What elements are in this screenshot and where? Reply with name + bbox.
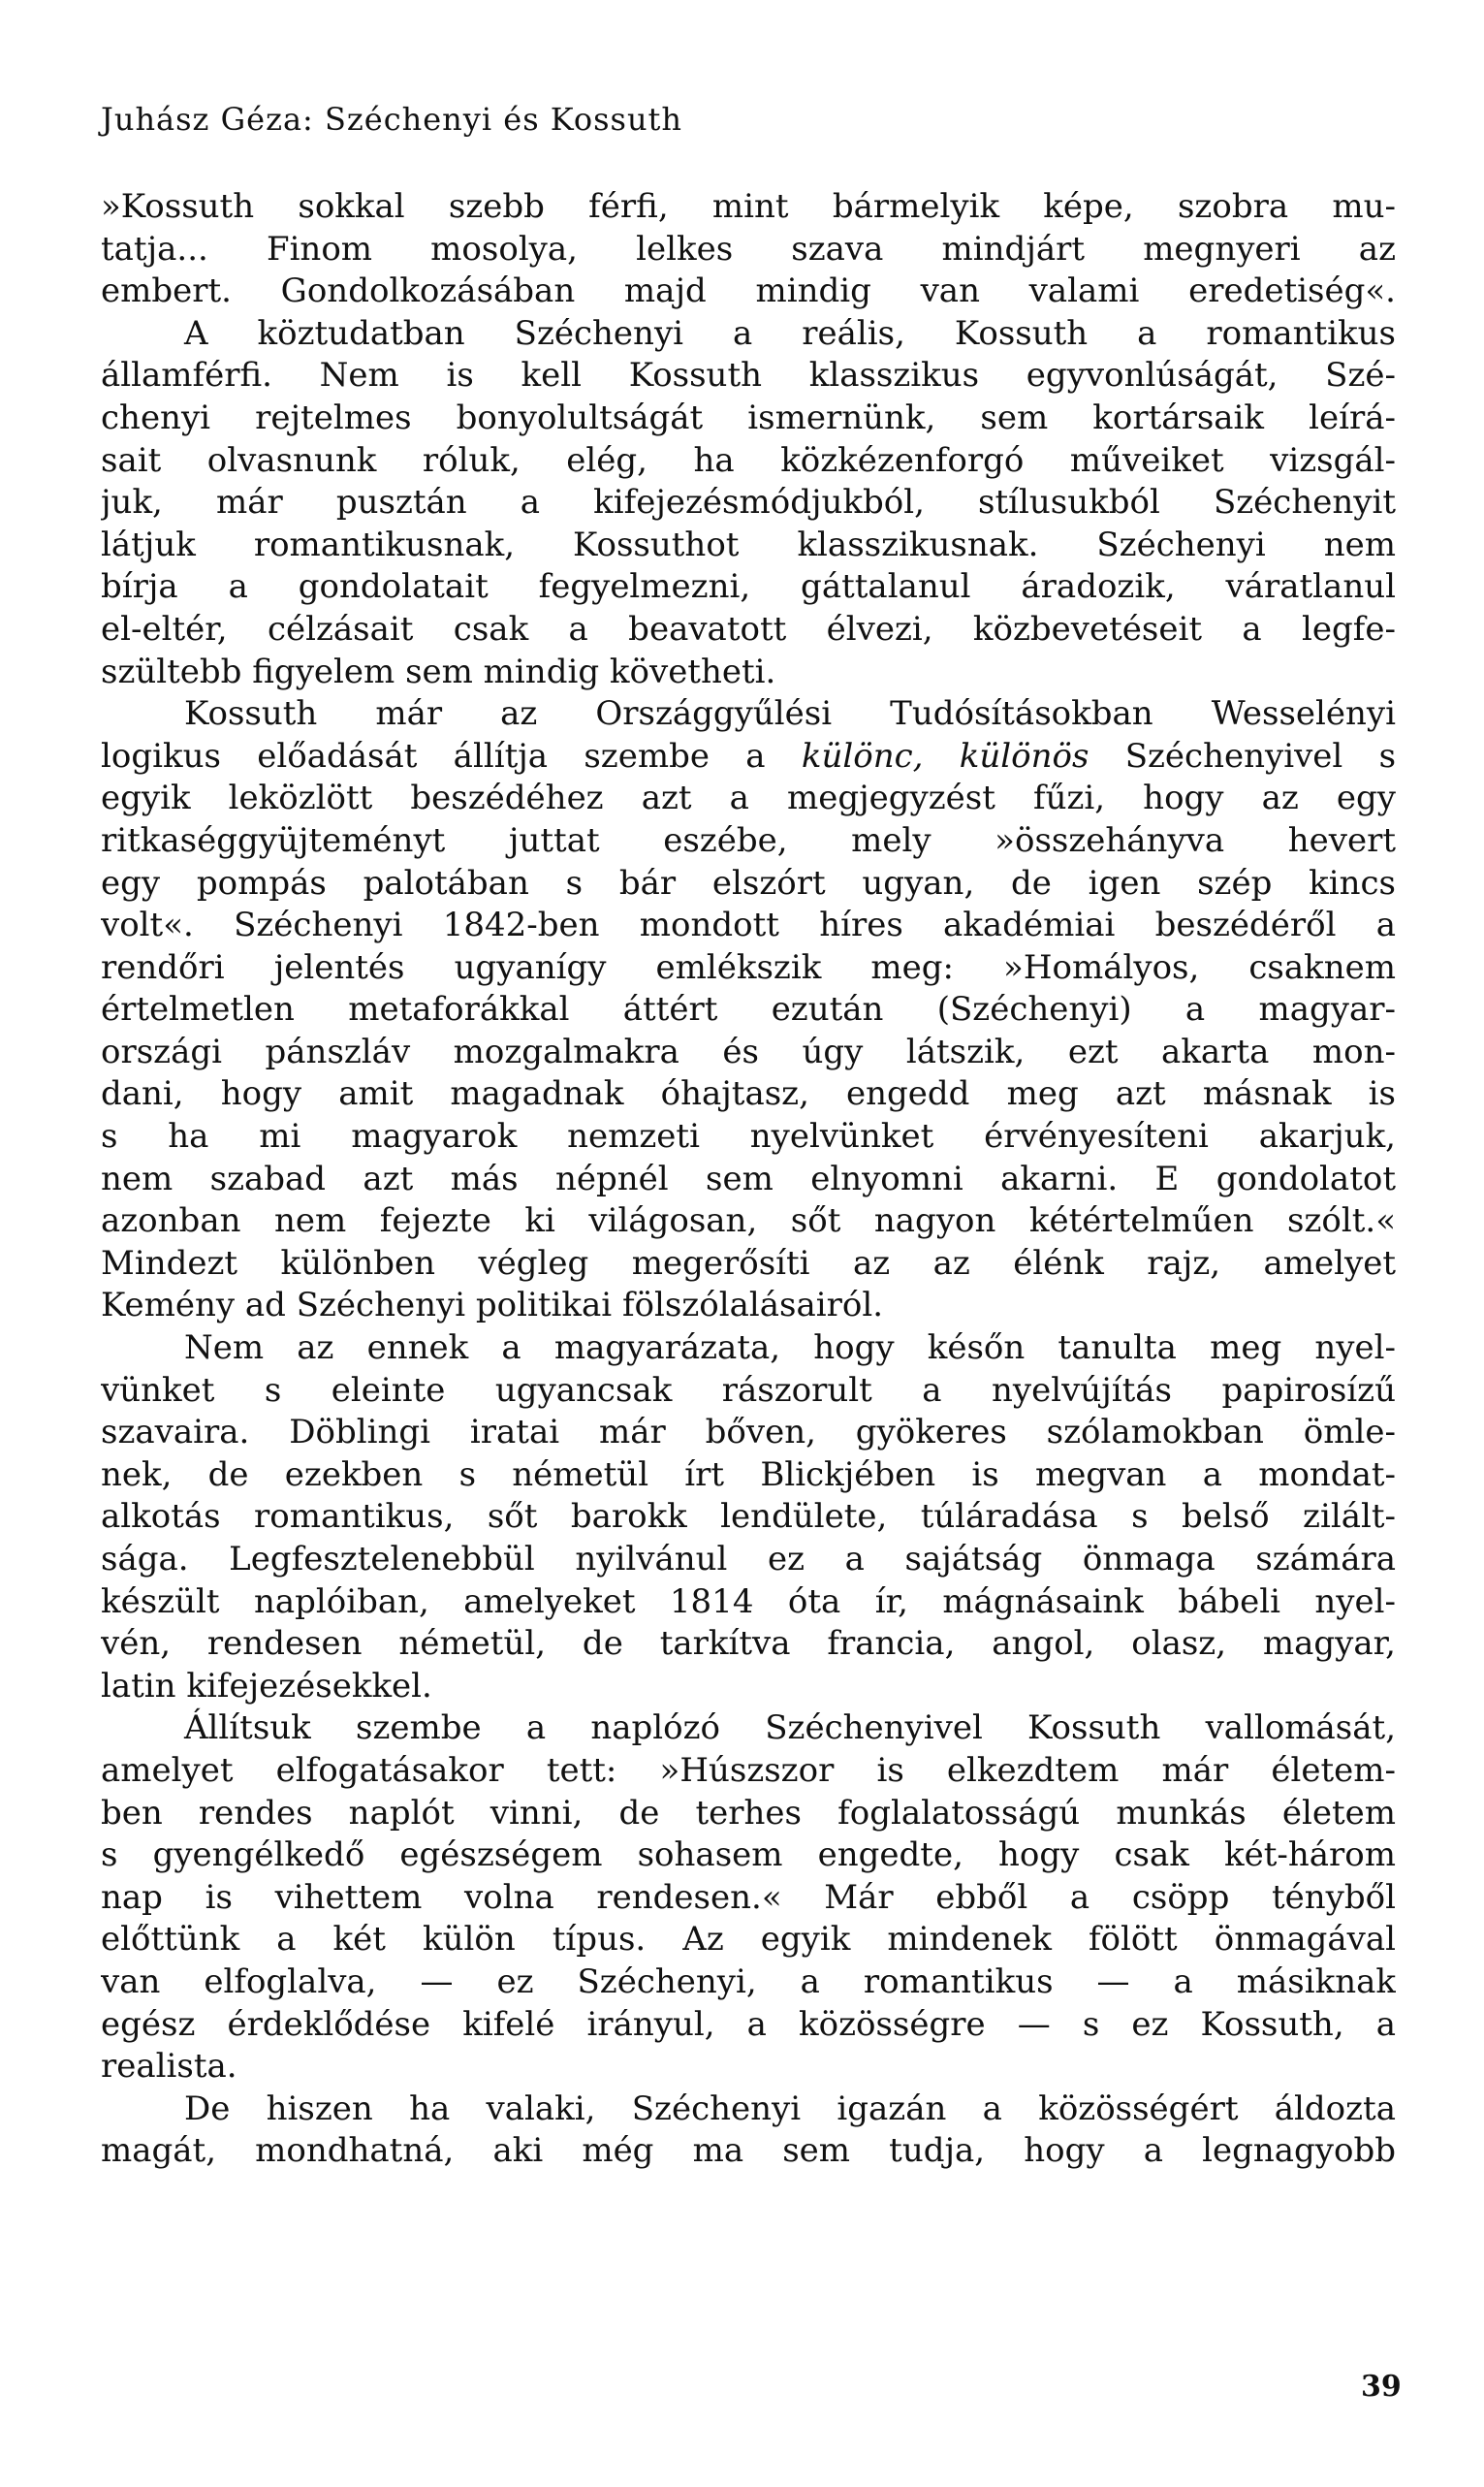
text-line: országi pánszláv mozgalmakra és úgy látszik, ezt akarta mon- xyxy=(101,1032,1396,1071)
text-line: látjuk romantikusnak, Kossuthot klasszikusnak. Széchenyi nem xyxy=(101,525,1396,564)
text-line: alkotás romantikus, sőt barokk lendülete, túláradása s belső zilált- xyxy=(101,1497,1396,1537)
text-line: nem szabad azt más népnél sem elnyomni akarni. E gondolatot xyxy=(101,1159,1396,1198)
text-line: Kossuth már az Országgyűlési Tudósításokban Wesselényi xyxy=(184,694,1396,734)
text-line: egész érdeklődése kifelé irányul, a közösségre — s ez Kossuth, a xyxy=(101,2004,1396,2044)
text-line: bírja a gondolatait fegyelmezni, gáttalanul áradozik, váratlanul xyxy=(101,567,1396,607)
text-line: azonban nem fejezte ki világosan, sőt nagyon kétértelműen szólt.« xyxy=(101,1201,1396,1241)
text-line: dani, hogy amit magadnak óhajtasz, engedd meg azt másnak is xyxy=(101,1074,1396,1114)
text-line: s ha mi magyarok nemzeti nyelvünket érvényesíteni akarjuk, xyxy=(101,1117,1396,1157)
text-line: volt«. Széchenyi 1842-ben mondott híres akadémiai beszédéről a xyxy=(101,906,1396,945)
text-line: előttünk a két külön típus. Az egyik mindenek fölött önmagával xyxy=(101,1920,1396,1960)
text-line: van elfoglalva, — ez Széchenyi, a romantikus — a másiknak xyxy=(101,1961,1396,2001)
text-line: szavaira. Döblingi iratai már bőven, gyökeres szólamokban ömle- xyxy=(101,1413,1396,1452)
text-line: sága. Legfesztelenebbül nyilvánul ez a sajátság önmaga számára xyxy=(101,1540,1396,1578)
text-line: nap is vihettem volna rendesen.« Már ebből a csöpp tényből xyxy=(101,1877,1396,1917)
text-line: »Kossuth sokkal szebb férfi, mint bármelyik képe, szobra mu- xyxy=(101,187,1396,226)
text-line: amelyet elfogatásakor tett: »Húszszor is elkezdtem már életem- xyxy=(101,1750,1396,1790)
text-line: latin kifejezésekkel. xyxy=(101,1666,432,1706)
text-line: A köztudatban Széchenyi a reális, Kossuth a romantikus xyxy=(184,313,1396,353)
text-line: nek, de ezekben s németül írt Blickjében is megvan a mondat- xyxy=(101,1454,1396,1494)
text-line: Mindezt különben végleg megerősíti az az élénk rajz, amelyet xyxy=(101,1243,1396,1283)
text-line: realista. xyxy=(101,2047,237,2087)
text-line: államférfi. Nem is kell Kossuth klasszikus egyvonlúságát, Szé- xyxy=(101,356,1396,396)
text-line: De hiszen ha valaki, Széchenyi igazán a közösségért áldozta xyxy=(184,2088,1396,2128)
text-line: embert. Gondolkozásában majd mindig van valami eredetiség«. xyxy=(101,271,1396,311)
text-line: egyik leközlött beszédéhez azt a megjegyzést fűzi, hogy az egy xyxy=(101,779,1396,818)
text-line: Kemény ad Széchenyi politikai fölszólalásairól. xyxy=(101,1286,884,1325)
body-text xyxy=(101,186,1396,2173)
text-line: tatja... Finom mosolya, lelkes szava mindjárt megnyeri az xyxy=(101,229,1396,269)
text-line: logikus előadását állítja szembe a különc, különös Széchenyivel s xyxy=(101,736,1396,776)
text-line: Állítsuk szembe a naplózó Széchenyivel Kossuth vallomását, xyxy=(184,1708,1396,1748)
text-line: értelmetlen metaforákkal áttért ezután (Széchenyi) a magyar- xyxy=(101,990,1396,1030)
page-number: 39 xyxy=(1361,2370,1402,2404)
text-line: vünket s eleinte ugyancsak rászorult a nyelvújítás papirosízű xyxy=(101,1370,1396,1410)
text-line: ritkaséggyüjteményt juttat eszébe, mely »összehányva hevert xyxy=(101,820,1396,860)
text-line: chenyi rejtelmes bonyolultságát ismernünk, sem kortársaik leírá- xyxy=(101,398,1396,437)
text-line: készült naplóiban, amelyeket 1814 óta ír, mágnásaink bábeli nyel- xyxy=(101,1581,1396,1621)
text-line: rendőri jelentés ugyanígy emlékszik meg: »Homályos, csaknem xyxy=(101,947,1396,987)
text-line: juk, már pusztán a kifejezésmódjukból, stílusukból Széchenyit xyxy=(101,483,1396,523)
text-line: ben rendes naplót vinni, de terhes foglalatosságú munkás életem xyxy=(101,1793,1396,1833)
text-line: magát, mondhatná, aki még ma sem tudja, hogy a legnagyobb xyxy=(101,2131,1396,2171)
text-line: Nem az ennek a magyarázata, hogy későn tanulta meg nyel- xyxy=(184,1328,1396,1368)
text-line: szültebb figyelem sem mindig követheti. xyxy=(101,652,776,691)
text-line: egy pompás palotában s bár elszórt ugyan, de igen szép kincs xyxy=(101,863,1396,903)
text-line: el-eltér, célzásait csak a beavatott élvezi, közbevetéseit a legfe- xyxy=(101,609,1396,649)
text-line: sait olvasnunk róluk, elég, ha közkézenforgó műveiket vizsgál- xyxy=(101,440,1396,480)
running-head: Juhász Géza: Széchenyi és Kossuth xyxy=(101,101,683,138)
text-line: vén, rendesen németül, de tarkítva francia, angol, olasz, magyar, xyxy=(101,1624,1396,1664)
text-line: s gyengélkedő egészségem sohasem engedte, hogy csak két-három xyxy=(101,1835,1396,1875)
